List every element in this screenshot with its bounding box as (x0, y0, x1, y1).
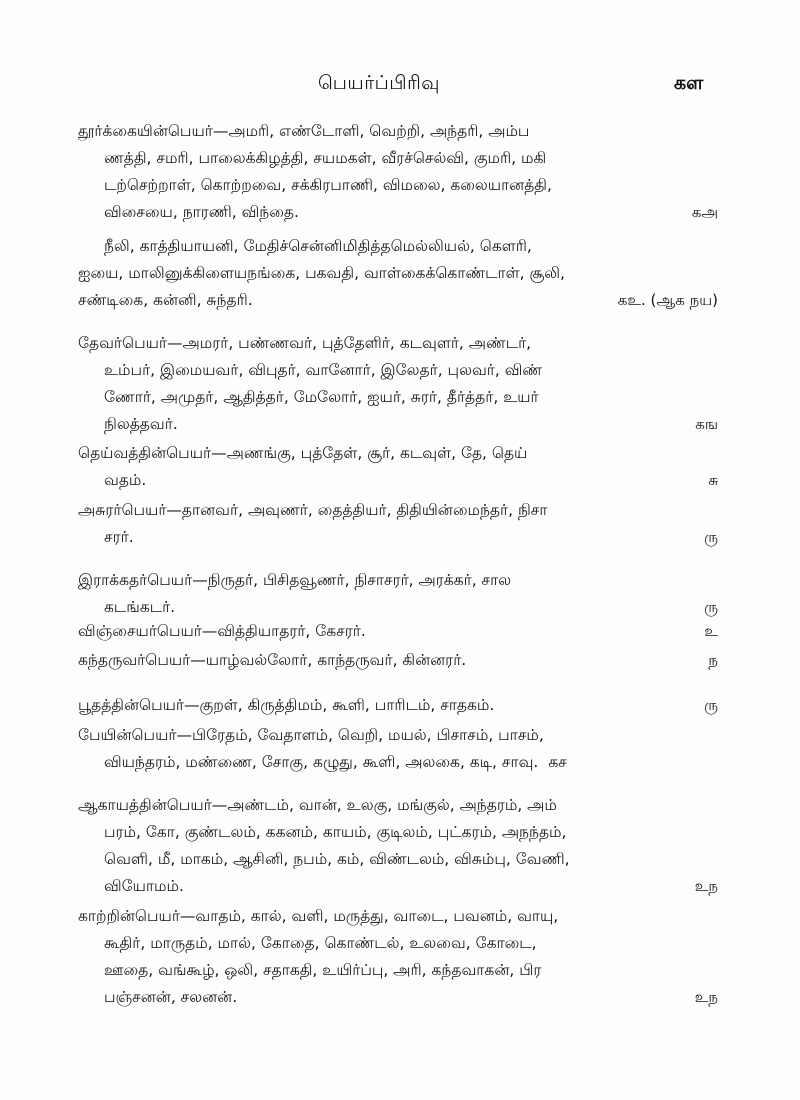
entry-vinjaiyar (78, 618, 718, 645)
entry-line (78, 618, 718, 645)
entry-line (78, 692, 718, 719)
entry-deivam (78, 440, 718, 494)
entry-line: ணோர், அமுதர், ஆதித்தர், மேலோர், ஐயர், சுரர், தீர்த்தர், உயர் (104, 388, 539, 406)
entry-line: நீலி, காத்தியாயனி, மேதிச்சென்னிமிதித்தமெல்லியல், கௌரி, (104, 237, 532, 255)
entry-rakkadar (78, 567, 718, 621)
entry-line (78, 467, 718, 494)
entry-line-text: விசையை, நாரணி, விந்தை. (104, 203, 299, 221)
page-header (0, 72, 800, 102)
verse-number: உந (694, 877, 718, 895)
verse-number: கஉ. (ஆக நய) (617, 291, 718, 309)
entry-line-text: சரர். (104, 528, 134, 546)
entry-line: காற்றின்பெயர்—வாதம், கால், வளி, மருத்து, வாடை, பவனம், வாயு, (78, 907, 559, 925)
verse-number: சு (708, 471, 718, 489)
running-title: பெயர்ப்பிரிவு (318, 72, 440, 94)
verse-number: ரு (704, 696, 718, 714)
verse-number: கஅ (691, 203, 718, 221)
entry-line-text: சண்டிகை, கன்னி, சுந்தரி. (78, 291, 253, 309)
verse-number: ரு (704, 598, 718, 616)
entry-line: இராக்கதர்பெயர்—நிருதர், பிசிதவூணர், நிசாசரர், அரக்கர், சால (78, 571, 512, 589)
entry-line (78, 873, 718, 900)
entry-line (78, 749, 718, 776)
entry-line (78, 524, 718, 551)
entry-line (78, 647, 718, 674)
entry-line-text: கந்தருவர்பெயர்—யாழ்வல்லோர், காந்தருவர், கின்னரர். (78, 651, 467, 669)
entry-line: வெளி, மீ, மாகம், ஆசினி, நபம், கம், விண்டலம், விசும்பு, வேணி, (104, 850, 570, 868)
entry-line (78, 287, 718, 314)
entry-asurar (78, 497, 718, 551)
entry-line: பரம், கோ, குண்டலம், ககனம், காயம், குடிலம், புட்கரம், அநந்தம், (104, 823, 567, 841)
entry-line-text: வியந்தரம், மண்ணை, சோகு, கழுது, கூளி, அலகை, கடி, சாவு. (104, 753, 539, 771)
entry-line: தூர்க்கையின்பெயர்—அமரி, எண்டோளி, வெற்றி, அந்தரி, அம்ப (78, 122, 530, 140)
entry-pey (78, 722, 718, 776)
entry-line: கூதிர், மாருதம், மால், கோதை, கொண்டல், உலவை, கோடை, (104, 934, 537, 952)
entry-line-text: வதம். (104, 471, 147, 489)
entry-aakaayam (78, 792, 718, 900)
entry-line (78, 199, 718, 226)
entry-line: ஆகாயத்தின்பெயர்—அண்டம், வான், உலகு, மங்குல், அந்தரம், அம் (78, 796, 557, 814)
entry-line: தேவர்பெயர்—அமரர், பண்ணவர், புத்தேளிர், கடவுளர், அண்டர், (78, 334, 532, 352)
entry-line (78, 411, 718, 438)
entry-devar (78, 330, 718, 438)
verse-number: ரு (704, 528, 718, 546)
verse-number: கச (548, 753, 567, 771)
entry-line-text: பூதத்தின்பெயர்—குறள், கிருத்திமம், கூளி, பாரிடம், சாதகம். (78, 696, 495, 714)
entry-line (78, 984, 718, 1011)
entry-line-text: நிலத்தவர். (104, 415, 178, 433)
entry-line: உம்பர், இமையவர், விபுதர், வானோர், இலேதர், புலவர், விண் (104, 361, 543, 379)
entry-kaatru (78, 903, 718, 1011)
entry-durga-continued (78, 233, 718, 314)
verse-number: கங (695, 415, 718, 433)
entry-line: பேயின்பெயர்—பிரேதம், வேதாளம், வெறி, மயல், பிசாசம், பாசம், (78, 726, 544, 744)
verse-number: ந (708, 651, 718, 669)
page-number: கள (674, 72, 704, 94)
entry-line: தெய்வத்தின்பெயர்—அணங்கு, புத்தேள், சூர், கடவுள், தே, தெய் (78, 444, 528, 462)
entry-durga (78, 118, 718, 226)
entry-bootham (78, 692, 718, 719)
verse-number: உ (704, 622, 718, 640)
entry-line-text: வியோமம். (104, 877, 184, 895)
entry-line: ஊதை, வங்கூழ், ஒலி, சதாகதி, உயிர்ப்பு, அரி, கந்தவாகன், பிர (104, 961, 542, 979)
entry-line-text: விஞ்சையர்பெயர்—வித்தியாதரர், கேசரர். (78, 622, 366, 640)
entry-line-text: பஞ்சனன், சலனன். (104, 988, 238, 1006)
verse-number: உந (694, 988, 718, 1006)
entry-line: அசுரர்பெயர்—தானவர், அவுணர், தைத்தியர், திதியின்மைந்தர், நிசா (78, 501, 548, 519)
entry-line: டற்செற்றாள், கொற்றவை, சக்கிரபாணி, விமலை, கலையானத்தி, (104, 176, 552, 194)
entry-line: ணத்தி, சமரி, பாலைக்கிழத்தி, சயமகள், வீரச்செல்வி, குமரி, மகி (104, 149, 547, 167)
entry-line-text: கடங்கடர். (104, 598, 176, 616)
entry-line: ஐயை, மாலினுக்கிளையநங்கை, பகவதி, வாள்கைக்கொண்டாள், சூலி, (78, 264, 565, 282)
entry-line (78, 594, 718, 621)
entry-gandharvar (78, 647, 718, 674)
